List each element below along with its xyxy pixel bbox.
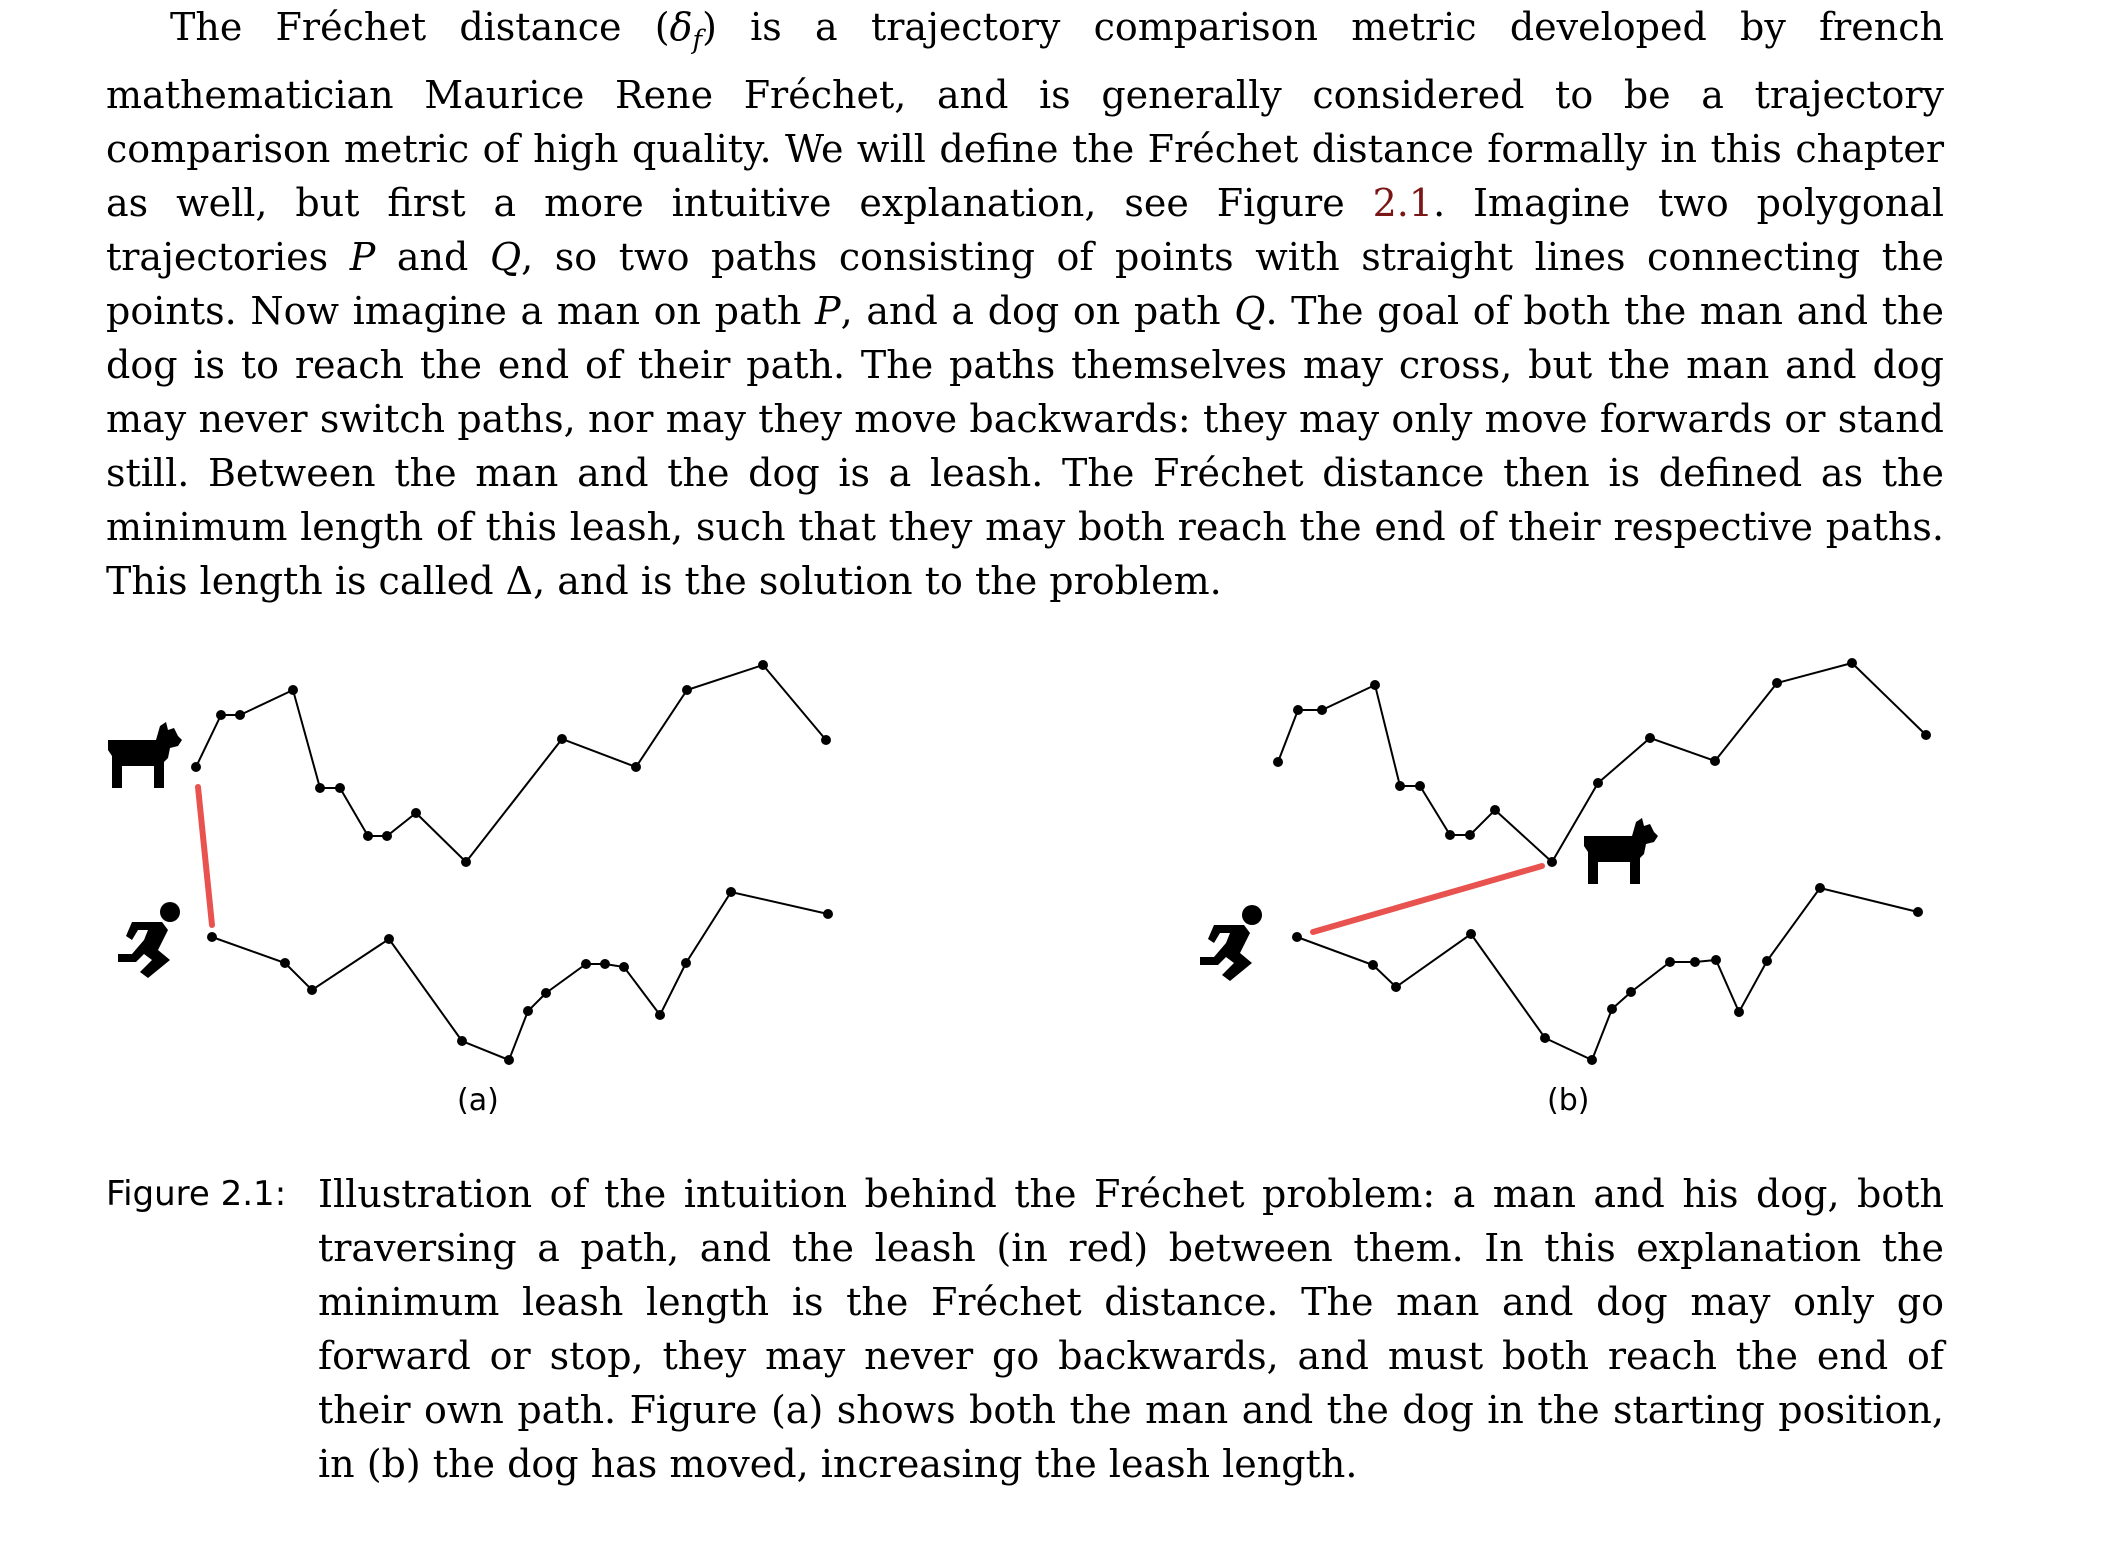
path-Q-dog-b-vertex — [1293, 705, 1303, 715]
caption-label: Figure 2.1: — [106, 1174, 287, 1214]
path-Q-dog-b-vertex — [1445, 830, 1455, 840]
path-Q-dog-b-vertex — [1317, 705, 1327, 715]
path-Q-dog-b-vertex — [1547, 857, 1557, 867]
path-P-man-b-vertex — [1815, 883, 1825, 893]
path-Q-dog-a-vertex — [335, 783, 345, 793]
path-P-man-a-vertex — [207, 932, 217, 942]
subfigure-b — [1200, 658, 1931, 1065]
path-P-man-a-vertex — [307, 985, 317, 995]
path-P-man-a-vertex — [504, 1055, 514, 1065]
path-P-man-b-vertex — [1734, 1007, 1744, 1017]
path-P-man-b-vertex — [1368, 960, 1378, 970]
path-P-man-a-vertex — [655, 1010, 665, 1020]
path-P-man-a-vertex — [681, 958, 691, 968]
path-P-man-a-vertex — [541, 988, 551, 998]
path-Q-dog-b-vertex — [1465, 830, 1475, 840]
leash-line — [198, 787, 212, 925]
path-P-man-b-vertex — [1466, 929, 1476, 939]
path-Q-dog-a-vertex — [382, 831, 392, 841]
path-Q-dog-a-vertex — [411, 808, 421, 818]
path-P-man-b-vertex — [1762, 956, 1772, 966]
path-Q-dog-b-vertex — [1921, 730, 1931, 740]
path-P-man-a-vertex — [523, 1006, 533, 1016]
path-Q-dog-a-vertex — [821, 735, 831, 745]
subfigure-a-label: (a) — [457, 1083, 499, 1118]
running-man-icon — [118, 902, 180, 978]
path-P-man-b-vertex — [1292, 932, 1302, 942]
subfigure-b-label: (b) — [1547, 1083, 1590, 1118]
path-Q-dog-b-vertex — [1415, 781, 1425, 791]
path-Q-dog-a-vertex — [363, 831, 373, 841]
path-P-man-b-vertex — [1690, 957, 1700, 967]
dog-icon — [108, 722, 182, 788]
path-P-man-b-vertex — [1665, 957, 1675, 967]
path-P-man-b-vertex — [1711, 955, 1721, 965]
path-P-man-a-vertex — [384, 934, 394, 944]
path-P-man-a-vertex — [619, 962, 629, 972]
path-Q-dog-a-vertex — [235, 710, 245, 720]
path-Q-dog-a-vertex — [191, 762, 201, 772]
path-P-man-b-vertex — [1391, 982, 1401, 992]
path-P-man-b-vertex — [1587, 1055, 1597, 1065]
path-Q-dog-a-vertex — [461, 857, 471, 867]
path-P-man-a-vertex — [581, 959, 591, 969]
path-Q-dog-a-vertex — [682, 685, 692, 695]
path-P-man-b-vertex — [1913, 907, 1923, 917]
figure-reference-link[interactable]: 2.1 — [1372, 180, 1434, 225]
path-P-man-a-vertex — [280, 958, 290, 968]
path-Q-dog-b-vertex — [1710, 756, 1720, 766]
path-P-man-a-vertex — [457, 1036, 467, 1046]
caption-text: Illustration of the intuition behind the Fréchet problem: a man and his dog, both traversing a path, and the leash (in red) between them. In this explanation the minimum leash length is the Fréchet distance. The man and dog may only go forward or stop, they may never go backwards, and must both reach the end of their own path. Figure (a) shows both the man and the dog in the starting position, in (b) the dog has moved, increasing the leash length. — [318, 1172, 1944, 1486]
path-Q-dog-b-vertex — [1645, 733, 1655, 743]
body-paragraph: The Fréchet distance $(\delta_f)$ is a trajectory comparison metric developed by french mathematician Maurice Rene Fréchet, and is generally considered to be a trajectory comparison metric of high quality. We will define the Fréchet distance formally in this chapter as well, but first a more intuitive explanation, see Figure 2.1. Imagine two polygonal trajectories P and Q, so two paths consisting of points with straight lines connecting the points. Now imagine a man on path P, and a dog on path Q. The goal of both the man and the dog is to reach the end of their path. The paths themselves may cross, but the man and dog may never switch paths, nor may they move backwards: they may only move forwards or stand still. Between the man and the dog is a leash. The Fréchet distance then is defined as the minimum length of this leash, such that they may both reach the end of their respective paths. This length is called Δ, and is the solution to the problem. — [106, 5, 1945, 603]
delta-symbol: δ — [669, 5, 693, 49]
path-P-man-b-vertex — [1540, 1033, 1550, 1043]
path-Q-dog-b-vertex — [1273, 757, 1283, 767]
path-Q-dog-a — [196, 665, 826, 862]
path-Q-dog-b-vertex — [1490, 805, 1500, 815]
leash-line — [1313, 866, 1542, 932]
path-Q-dog-a-vertex — [216, 710, 226, 720]
path-P-man-a-vertex — [823, 909, 833, 919]
subfigure-a — [108, 660, 833, 1065]
path-Q-dog-b-vertex — [1593, 778, 1603, 788]
path-P-man-b-vertex — [1626, 987, 1636, 997]
dog-icon — [1584, 818, 1658, 884]
path-Q-dog-b-vertex — [1395, 781, 1405, 791]
path-Q-dog-b — [1278, 663, 1926, 862]
figure-caption — [106, 1167, 1944, 1491]
path-Q-dog-b-vertex — [1847, 658, 1857, 668]
path-P-man-b-vertex — [1607, 1004, 1617, 1014]
path-Q-dog-a-vertex — [288, 685, 298, 695]
path-Q-dog-a-vertex — [631, 762, 641, 772]
path-P-man-b — [1297, 888, 1918, 1060]
path-Q-dog-a-vertex — [315, 783, 325, 793]
path-Q-dog-a-vertex — [557, 734, 567, 744]
path-Q-dog-a-vertex — [758, 660, 768, 670]
delta-subscript: f — [692, 25, 703, 56]
path-Q-dog-b-vertex — [1772, 678, 1782, 688]
path-P-man-a-vertex — [726, 887, 736, 897]
path-P-man-a-vertex — [600, 959, 610, 969]
running-man-icon — [1200, 905, 1262, 981]
path-Q-dog-b-vertex — [1370, 680, 1380, 690]
path-P-man-a — [212, 892, 828, 1060]
